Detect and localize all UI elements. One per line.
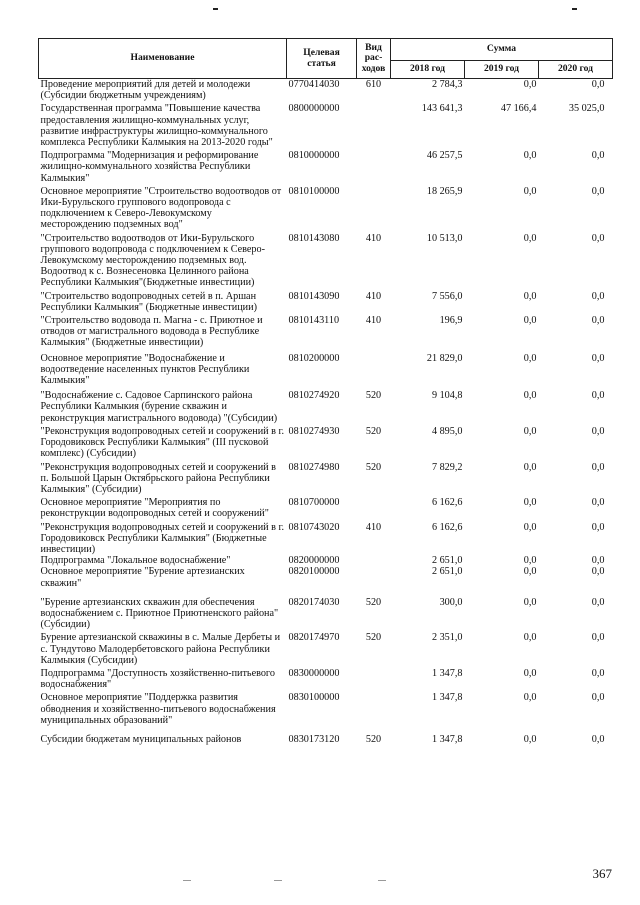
row-value-2019: 0,0 bbox=[523, 79, 537, 90]
table-row bbox=[39, 589, 613, 631]
row-value-2019: 0,0 bbox=[523, 497, 537, 509]
table-row bbox=[39, 424, 613, 460]
row-value-2018: 2 351,0 bbox=[431, 632, 463, 644]
row-value-2020: 0,0 bbox=[591, 232, 605, 244]
row-vid: 520 bbox=[365, 461, 382, 473]
row-name: "Строительство водоотводов от Ики-Бурульского группового водопровода с подключением к Северо-Левокумскому месторождению подземных вод. Водоотвод к с. Вознесеновка Целинного района Республики Калмыкия"(Бюджетные инвестиции) bbox=[40, 232, 265, 289]
row-vid bbox=[357, 555, 391, 566]
row-value-2019: 0,0 bbox=[523, 290, 537, 302]
row-name: "Реконструкция водопроводных сетей и сооружений в г. Городовиковск Республики Калмыкия" (Бюджетные инвестиции) bbox=[40, 521, 285, 555]
row-value-2019: 0,0 bbox=[523, 185, 537, 197]
row-value-2018: 9 104,8 bbox=[431, 390, 463, 402]
row-value-2018: 6 162,6 bbox=[431, 497, 463, 509]
row-value-2019: 0,0 bbox=[523, 425, 537, 437]
table-row bbox=[39, 666, 613, 690]
row-value-2019: 0,0 bbox=[523, 566, 537, 578]
row-value-2020: 0,0 bbox=[591, 733, 605, 745]
table-row bbox=[39, 520, 613, 556]
row-name: Проведение мероприятий для детей и молодежи (Субсидии бюджетным учреждениям) bbox=[40, 79, 251, 102]
row-value-2019: 0,0 bbox=[523, 461, 537, 473]
scan-mark-left bbox=[213, 8, 218, 10]
row-value-2020: 0,0 bbox=[591, 596, 605, 608]
table-row bbox=[39, 231, 613, 289]
row-value-2019: 0,0 bbox=[523, 521, 537, 533]
row-name: "Водоснабжение с. Садовое Сарпинского района Республики Калмыкия (бурение скважин и реконструкция магистрального водовода) "(Субсидии) bbox=[40, 390, 278, 424]
row-code: 0820000000 bbox=[288, 555, 340, 567]
budget-table bbox=[38, 38, 613, 745]
row-value-2018: 7 829,2 bbox=[431, 461, 463, 473]
row-name: "Реконструкция водопроводных сетей и сооружений в г. Городовиковск Республики Калмыкия" (III пусковой комплекс) (Субсидии) bbox=[40, 425, 285, 460]
row-value-2018: 2 784,3 bbox=[431, 79, 463, 90]
row-code: 0800000000 bbox=[288, 103, 340, 115]
row-value-2020: 0,0 bbox=[591, 352, 605, 364]
row-name: Субсидии бюджетам муниципальных районов bbox=[40, 733, 242, 745]
table-row bbox=[39, 184, 613, 231]
row-value-2018: 46 257,5 bbox=[426, 150, 463, 162]
row-name: Основное мероприятие "Строительство водоотводов от Ики-Бурульского группового водопровода с подключением к Северо-Левокумскому месторождению подземных вод" bbox=[40, 185, 282, 231]
row-value-2018: 18 265,9 bbox=[426, 185, 463, 197]
row-code: 0810274980 bbox=[288, 461, 340, 473]
row-code: 0810000000 bbox=[288, 150, 340, 162]
row-vid: 520 bbox=[365, 632, 382, 644]
row-value-2020: 0,0 bbox=[591, 290, 605, 302]
row-value-2018: 1 347,8 bbox=[431, 733, 463, 745]
row-vid bbox=[357, 349, 391, 387]
table-row bbox=[39, 690, 613, 726]
row-name: Основное мероприятие "Бурение артезианских скважин" bbox=[40, 566, 245, 589]
table-header bbox=[39, 39, 613, 79]
header-year-2019: 2019 год bbox=[465, 61, 539, 79]
row-value-2018: 1 347,8 bbox=[431, 667, 463, 679]
row-code: 0810143080 bbox=[288, 232, 340, 244]
row-name: Подпрограмма "Локальное водоснабжение" bbox=[40, 555, 231, 567]
table-row bbox=[39, 495, 613, 519]
table-body bbox=[39, 79, 613, 746]
row-vid bbox=[357, 101, 391, 148]
row-code: 0810700000 bbox=[288, 497, 340, 509]
row-code: 0820174970 bbox=[288, 632, 340, 644]
header-year-2018: 2018 год bbox=[391, 61, 465, 79]
row-code: 0830173120 bbox=[288, 733, 340, 745]
row-vid bbox=[357, 184, 391, 231]
row-value-2018: 10 513,0 bbox=[426, 232, 463, 244]
table-row bbox=[39, 79, 613, 102]
row-name: Основное мероприятие "Поддержка развития обводнения и хозяйственно-питьевого водоснабжения муниципальных образований" bbox=[40, 692, 276, 726]
row-value-2018: 143 641,3 bbox=[421, 103, 463, 115]
row-value-2020: 0,0 bbox=[591, 667, 605, 679]
row-vid bbox=[357, 690, 391, 726]
row-value-2018: 2 651,0 bbox=[431, 555, 463, 567]
table-row bbox=[39, 313, 613, 349]
row-value-2019: 0,0 bbox=[523, 632, 537, 644]
row-name: "Бурение артезианских скважин для обеспечения водоснабжением с. Приютное Приютненского района" (Субсидии) bbox=[40, 596, 279, 631]
row-value-2020: 35 025,0 bbox=[568, 103, 605, 115]
row-vid: 520 bbox=[365, 596, 382, 608]
row-code: 0810100000 bbox=[288, 185, 340, 197]
table-row bbox=[39, 349, 613, 387]
header-name: Наименование bbox=[39, 39, 287, 79]
row-code: 0810274920 bbox=[288, 390, 340, 402]
table-row bbox=[39, 148, 613, 184]
row-vid: 520 bbox=[365, 390, 382, 402]
row-value-2019: 0,0 bbox=[523, 733, 537, 745]
row-code: 0810200000 bbox=[288, 352, 340, 364]
header-year-2020: 2020 год bbox=[539, 61, 613, 79]
row-value-2018: 2 651,0 bbox=[431, 566, 463, 578]
row-code: 0810143090 bbox=[288, 290, 340, 302]
table-row bbox=[39, 101, 613, 148]
row-vid: 520 bbox=[365, 733, 382, 745]
row-vid: 410 bbox=[365, 521, 382, 533]
row-value-2020: 0,0 bbox=[591, 692, 605, 704]
row-value-2019: 0,0 bbox=[523, 692, 537, 704]
row-code: 0810743020 bbox=[288, 521, 340, 533]
row-name: Подпрограмма "Модернизация и реформирование жилищно-коммунального хозяйства Республики Калмыкия" bbox=[40, 150, 259, 184]
row-value-2019: 47 166,4 bbox=[500, 103, 537, 115]
scan-dash bbox=[378, 880, 386, 881]
row-code: 0830000000 bbox=[288, 667, 340, 679]
row-vid bbox=[357, 148, 391, 184]
row-vid bbox=[357, 666, 391, 690]
table-row bbox=[39, 566, 613, 588]
row-value-2020: 0,0 bbox=[591, 150, 605, 162]
row-value-2019: 0,0 bbox=[523, 352, 537, 364]
row-vid: 610 bbox=[365, 79, 382, 90]
row-value-2020: 0,0 bbox=[591, 555, 605, 567]
row-value-2020: 0,0 bbox=[591, 315, 605, 327]
row-value-2020: 0,0 bbox=[591, 521, 605, 533]
row-value-2018: 7 556,0 bbox=[431, 290, 463, 302]
row-name: Основное мероприятие "Водоснабжение и водоотведение населенных пунктов Республики Калмыкия" bbox=[40, 352, 250, 387]
row-value-2020: 0,0 bbox=[591, 185, 605, 197]
table-row bbox=[39, 289, 613, 313]
row-value-2019: 0,0 bbox=[523, 555, 537, 567]
row-value-2020: 0,0 bbox=[591, 497, 605, 509]
row-value-2019: 0,0 bbox=[523, 390, 537, 402]
row-value-2018: 300,0 bbox=[439, 596, 463, 608]
row-value-2020: 0,0 bbox=[591, 390, 605, 402]
row-value-2020: 0,0 bbox=[591, 632, 605, 644]
scan-dash bbox=[183, 880, 191, 881]
row-value-2018: 4 895,0 bbox=[431, 425, 463, 437]
table-row bbox=[39, 555, 613, 566]
header-sum: Сумма bbox=[391, 39, 613, 61]
row-code: 0830100000 bbox=[288, 692, 340, 704]
row-value-2018: 21 829,0 bbox=[426, 352, 463, 364]
header-target: Целевая статья bbox=[287, 39, 357, 79]
row-vid: 410 bbox=[365, 315, 382, 327]
row-name: Основное мероприятие "Мероприятия по реконструкции водопроводных сетей и сооружений" bbox=[40, 497, 269, 520]
scan-dash bbox=[274, 880, 282, 881]
row-code: 0770414030 bbox=[288, 79, 340, 90]
row-name: "Реконструкция водопроводных сетей и сооружений в п. Большой Царын Октябрьского района Республики Калмыкия" (Субсидии) bbox=[40, 461, 276, 495]
row-value-2019: 0,0 bbox=[523, 150, 537, 162]
row-value-2019: 0,0 bbox=[523, 596, 537, 608]
row-vid: 520 bbox=[365, 425, 382, 437]
row-value-2020: 0,0 bbox=[591, 566, 605, 578]
row-value-2019: 0,0 bbox=[523, 315, 537, 327]
row-value-2019: 0,0 bbox=[523, 667, 537, 679]
page-number: 367 bbox=[592, 866, 612, 881]
row-vid bbox=[357, 566, 391, 588]
header-vid: Вид рас-ходов bbox=[357, 39, 391, 79]
table-row bbox=[39, 726, 613, 745]
row-value-2019: 0,0 bbox=[523, 232, 537, 244]
row-code: 0810274930 bbox=[288, 425, 340, 437]
table-row bbox=[39, 386, 613, 424]
table-row bbox=[39, 630, 613, 666]
row-name: Государственная программа "Повышение качества предоставления жилищно-коммунальных услуг, развитие инфраструктуры жилищно-коммунального комплекса Республики Калмыкия на 2013-2020 годы" bbox=[40, 103, 273, 149]
row-value-2020: 0,0 bbox=[591, 461, 605, 473]
row-value-2018: 1 347,8 bbox=[431, 692, 463, 704]
row-value-2020: 0,0 bbox=[591, 79, 605, 90]
row-vid bbox=[357, 495, 391, 519]
row-value-2020: 0,0 bbox=[591, 425, 605, 437]
row-code: 0820100000 bbox=[288, 566, 340, 578]
row-code: 0820174030 bbox=[288, 596, 340, 608]
row-vid: 410 bbox=[365, 232, 382, 244]
row-value-2018: 196,9 bbox=[439, 315, 463, 327]
table-row bbox=[39, 460, 613, 496]
row-name: Бурение артезианской скважины в с. Малые Дербеты и с. Тундутово Малодербетовского района Республики Калмыкия (Субсидии) bbox=[40, 632, 281, 666]
row-vid: 410 bbox=[365, 290, 382, 302]
scan-mark-right bbox=[572, 8, 577, 10]
row-value-2018: 6 162,6 bbox=[431, 521, 463, 533]
row-name: Подпрограмма "Доступность хозяйственно-питьевого водоснабжения" bbox=[40, 667, 275, 691]
row-code: 0810143110 bbox=[288, 315, 340, 327]
row-name: "Строительство водопроводных сетей в п. Аршан Республики Калмыкия" (Бюджетные инвестиции) bbox=[40, 290, 257, 313]
row-name: "Строительство водовода п. Магна - с. Приютное и отводов от магистрального водовода в Республике Калмыкия" (Бюджетные инвестиции) bbox=[40, 315, 263, 349]
